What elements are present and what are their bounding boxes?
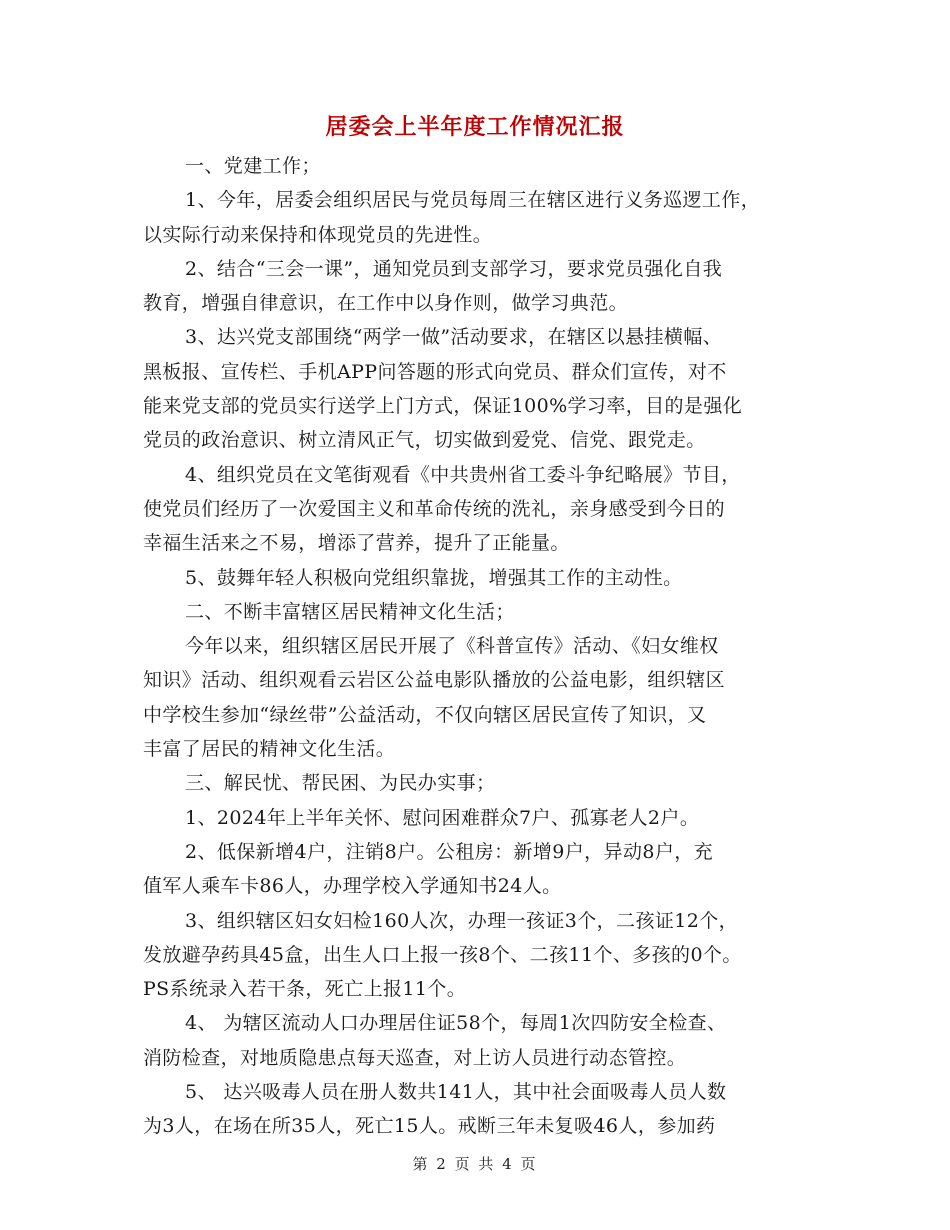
paragraph-line: 以实际行动来保持和体现党员的先进性。 bbox=[143, 223, 493, 246]
paragraph-line: 教育，增强自律意识，在工作中以身作则，做学习典范。 bbox=[143, 292, 629, 315]
section-heading-culture: 二、不断丰富辖区居民精神文化生活； bbox=[185, 600, 515, 623]
document-body bbox=[143, 149, 823, 1144]
paragraph-line: 消防检查，对地质隐患点每天巡查，对上访人员进行动态管控。 bbox=[143, 1046, 687, 1069]
paragraph-line: 今年以来，组织辖区居民开展了《科普宣传》活动、《妇女维权 bbox=[185, 635, 719, 658]
paragraph-line: 4、 为辖区流动人口办理居住证58个，每周1次四防安全检查、 bbox=[185, 1012, 727, 1035]
paragraph-line: 丰富了居民的精神文化生活。 bbox=[143, 738, 396, 761]
paragraph-line: 3、达兴党支部围绕“两学一做”活动要求，在辖区以悬挂横幅、 bbox=[185, 326, 723, 349]
paragraph-line: 黑板报、宣传栏、手机APP问答题的形式向党员、群众们宣传，对不 bbox=[143, 360, 727, 383]
paragraph-line: 能来党支部的党员实行送学上门方式，保证100%学习率，目的是强化 bbox=[143, 395, 743, 418]
paragraph-line: 为3人，在场在所35人，死亡15人。戒断三年未复吸46人，参加药 bbox=[143, 1115, 716, 1138]
paragraph-line: 5、鼓舞年轻人积极向党组织靠拢，增强其工作的主动性。 bbox=[185, 566, 683, 589]
paragraph-line: 值军人乘车卡86人，办理学校入学通知书24人。 bbox=[143, 875, 562, 898]
section-heading-party-building: 一、党建工作； bbox=[185, 155, 321, 177]
page-number-footer: 第 2 页 共 4 页 bbox=[412, 1155, 538, 1173]
paragraph-line: 4、组织党员在文笔街观看《中共贵州省工委斗争纪略展》节目， bbox=[185, 463, 741, 486]
paragraph-line: 使党员们经历了一次爱国主义和革命传统的洗礼，亲身感受到今日的 bbox=[143, 497, 726, 520]
paragraph-line: 发放避孕药具45盒，出生人口上报一孩8个、二孩11个、多孩的0个。 bbox=[143, 943, 742, 966]
paragraph-line: 2、低保新增4户，注销8户。公租房：新增9户，异动8户，充 bbox=[185, 840, 714, 863]
paragraph-line: 1、2024年上半年关怀、慰问困难群众7户、孤寡老人2户。 bbox=[185, 806, 700, 829]
paragraph-line: 知识》活动、组织观看云岩区公益电影队播放的公益电影，组织辖区 bbox=[143, 669, 726, 692]
paragraph-line: PS系统录入若干条，死亡上报11个。 bbox=[143, 978, 467, 1001]
paragraph-line: 中学校生参加“绿丝带”公益活动，不仅向辖区居民宣传了知识，又 bbox=[143, 703, 707, 726]
paragraph-line: 党员的政治意识、树立清风正气，切实做到爱党、信党、跟党走。 bbox=[143, 429, 706, 452]
paragraph-line: 5、 达兴吸毒人员在册人数共141人，其中社会面吸毒人员人数 bbox=[185, 1081, 727, 1104]
paragraph-line: 1、今年，居委会组织居民与党员每周三在辖区进行义务巡逻工作， bbox=[185, 189, 761, 212]
section-heading-services: 三、解民忧、帮民困、为民办实事； bbox=[185, 772, 496, 795]
paragraph-line: 2、结合“三会一课”，通知党员到支部学习，要求党员强化自我 bbox=[185, 257, 723, 280]
document-title: 居委会上半年度工作情况汇报 bbox=[325, 114, 625, 140]
paragraph-line: 幸福生活来之不易，增添了营养，提升了正能量。 bbox=[143, 532, 570, 555]
paragraph-line: 3、组织辖区妇女妇检160人次，办理一孩证3个，二孩证12个， bbox=[185, 909, 739, 932]
